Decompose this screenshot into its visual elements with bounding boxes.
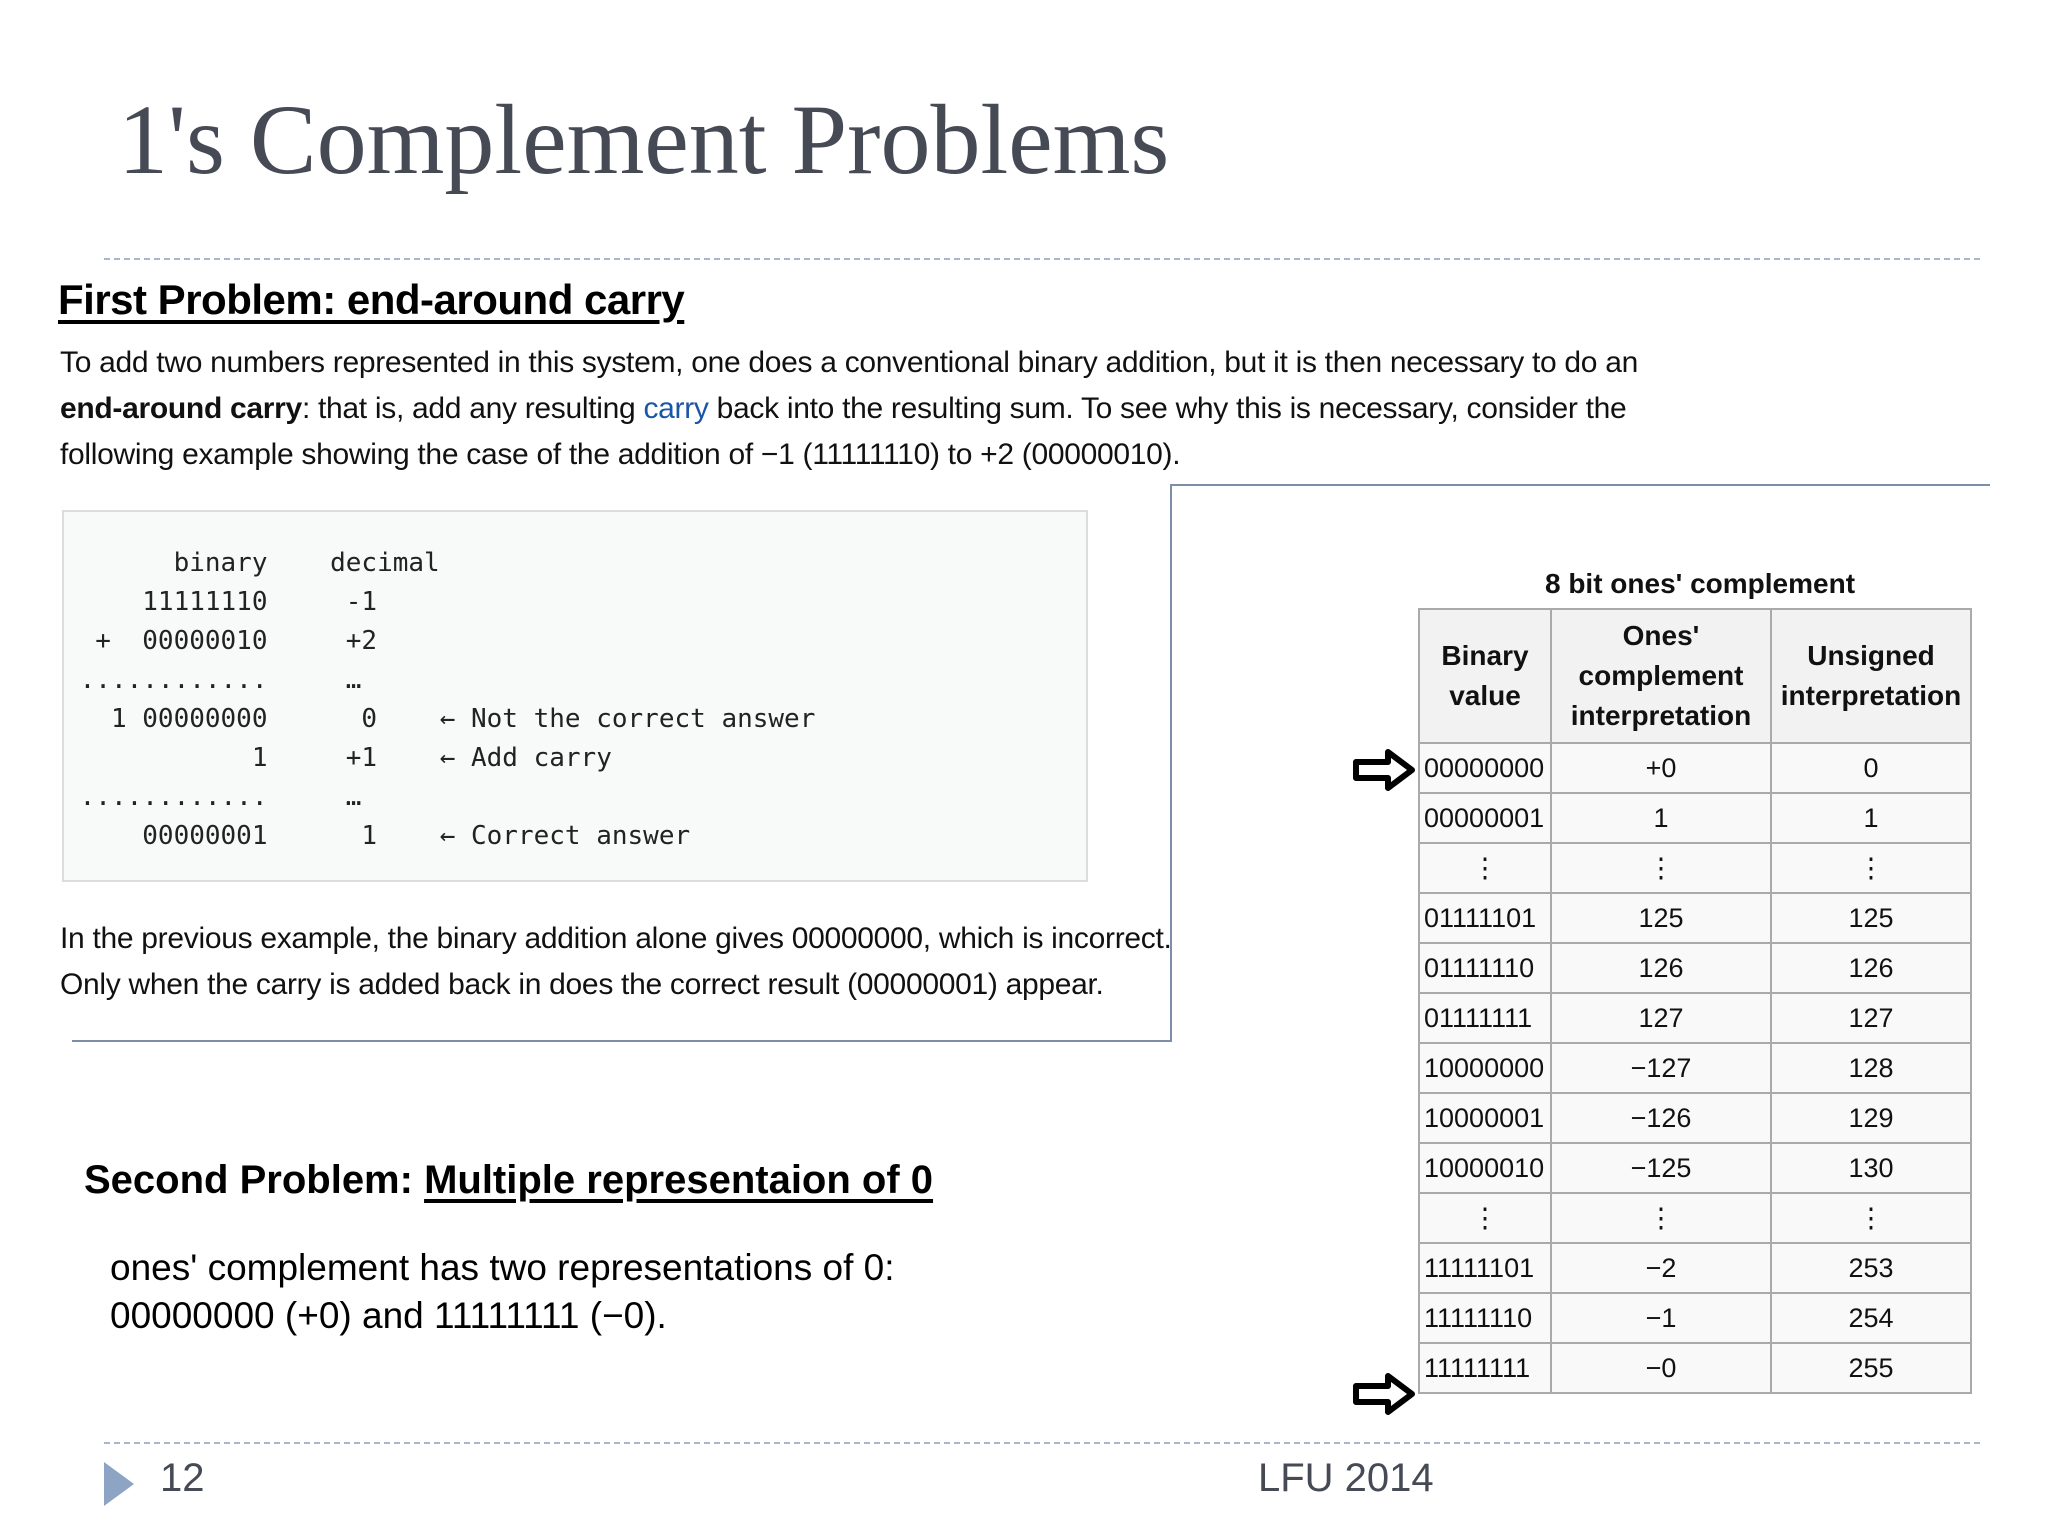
bottom-divider (104, 1442, 1980, 1444)
col-header-unsigned: Unsigned interpretation (1771, 609, 1971, 743)
cell-unsigned: 253 (1771, 1243, 1971, 1293)
cell-ones: 126 (1551, 943, 1771, 993)
cell-binary: 10000000 (1419, 1043, 1551, 1093)
cell-unsigned: 0 (1771, 743, 1971, 793)
cell-ones: 127 (1551, 993, 1771, 1043)
cell-unsigned: 128 (1771, 1043, 1971, 1093)
conclusion-line-2: Only when the carry is added back in does the correct result (00000001) appear. (60, 968, 1104, 1001)
table-header-row (1419, 609, 1971, 743)
code-line: 1 +1 ← Add carry (64, 743, 612, 773)
top-divider (104, 258, 1980, 260)
table-row (1419, 1193, 1971, 1243)
problem1-conclusion (60, 916, 1180, 1008)
conclusion-line-1: In the previous example, the binary addition alone gives 00000000, which is incorrect. (60, 922, 1172, 955)
table-row (1419, 943, 1971, 993)
para-text-b: : that is, add any resulting (301, 392, 644, 425)
col-header-binary: Binary value (1419, 609, 1551, 743)
cell-binary: ⋮ (1419, 843, 1551, 893)
cell-unsigned: ⋮ (1771, 1193, 1971, 1243)
cell-ones: −0 (1551, 1343, 1771, 1393)
table-row (1419, 1093, 1971, 1143)
cell-unsigned: 127 (1771, 993, 1971, 1043)
table-row (1419, 1143, 1971, 1193)
table-row (1419, 793, 1971, 843)
problem2-heading-underlined: Multiple representaion of 0 (424, 1158, 934, 1202)
cell-binary: 01111111 (1419, 993, 1551, 1043)
table-caption: 8 bit ones' complement (1544, 568, 1856, 599)
problem2-text (110, 1244, 895, 1340)
triangle-bullet-icon (104, 1462, 134, 1506)
code-line: binary decimal (64, 548, 440, 578)
cell-binary: 01111101 (1419, 893, 1551, 943)
cell-ones: 125 (1551, 893, 1771, 943)
problem1-heading: First Problem: end-around carry (58, 276, 685, 323)
code-line: ............ … (64, 782, 362, 812)
cell-binary: 01111110 (1419, 943, 1551, 993)
code-line: 11111110 -1 (64, 587, 378, 617)
page-number: 12 (160, 1456, 205, 1500)
code-line: 1 00000000 0 ← Not the correct answer (64, 704, 816, 734)
cell-unsigned: 126 (1771, 943, 1971, 993)
table-row (1419, 993, 1971, 1043)
table-row (1419, 743, 1971, 793)
cell-binary: 00000001 (1419, 793, 1551, 843)
cell-binary: ⋮ (1419, 1193, 1551, 1243)
cell-unsigned: 255 (1771, 1343, 1971, 1393)
cell-binary: 10000001 (1419, 1093, 1551, 1143)
cell-ones: ⋮ (1551, 1193, 1771, 1243)
table-row (1419, 1293, 1971, 1343)
cell-unsigned: 129 (1771, 1093, 1971, 1143)
cell-binary: 11111110 (1419, 1293, 1551, 1343)
code-line: 00000001 1 ← Correct answer (64, 821, 691, 851)
problem2-line-2: 00000000 (+0) and 11111111 (−0). (110, 1295, 667, 1336)
col-header-ones: Ones' complement interpretation (1551, 609, 1771, 743)
para-text-c: back into the resulting sum. To see why this is necessary, consider the following example showing the case of the addition of −1 (11111110) to +2 (00000010). (60, 392, 1627, 471)
table-row (1419, 843, 1971, 893)
cell-binary: 00000000 (1419, 743, 1551, 793)
cell-ones: 1 (1551, 793, 1771, 843)
cell-unsigned: 130 (1771, 1143, 1971, 1193)
cell-unsigned: 125 (1771, 893, 1971, 943)
footer-text: LFU 2014 (1258, 1456, 1434, 1500)
para-text-a: To add two numbers represented in this system, one does a conventional binary addition, but it is then necessary to do an (60, 346, 1638, 379)
code-line: ............ … (64, 665, 362, 695)
para-bold-term: end-around carry (60, 392, 302, 425)
ones-complement-table (1418, 608, 1972, 1394)
table-row (1419, 1043, 1971, 1093)
cell-binary: 10000010 (1419, 1143, 1551, 1193)
table-row (1419, 893, 1971, 943)
cell-binary: 11111111 (1419, 1343, 1551, 1393)
problem2-line-1: ones' complement has two representations of 0: (110, 1247, 895, 1288)
cell-ones: +0 (1551, 743, 1771, 793)
cell-ones: −127 (1551, 1043, 1771, 1093)
cell-unsigned: ⋮ (1771, 843, 1971, 893)
cell-ones: ⋮ (1551, 843, 1771, 893)
code-line: + 00000010 +2 (64, 626, 378, 656)
problem2-heading (84, 1158, 933, 1203)
code-example-box (62, 510, 1088, 882)
cell-ones: −2 (1551, 1243, 1771, 1293)
frame-line-top (1170, 484, 1990, 486)
problem1-paragraph (60, 340, 1690, 478)
cell-ones: −1 (1551, 1293, 1771, 1343)
problem2-heading-prefix: Second Problem: (84, 1158, 425, 1202)
cell-unsigned: 254 (1771, 1293, 1971, 1343)
table-row (1419, 1343, 1971, 1393)
slide-title: 1's Complement Problems (118, 84, 1170, 195)
carry-link[interactable]: carry (643, 392, 709, 425)
cell-ones: −125 (1551, 1143, 1771, 1193)
frame-line-bottom (72, 1040, 1172, 1042)
table-row (1419, 1243, 1971, 1293)
cell-binary: 11111101 (1419, 1243, 1551, 1293)
right-arrow-icon (1352, 1372, 1416, 1416)
cell-ones: −126 (1551, 1093, 1771, 1143)
frame-line-vertical (1170, 484, 1172, 1042)
cell-unsigned: 1 (1771, 793, 1971, 843)
right-arrow-icon (1352, 748, 1416, 792)
